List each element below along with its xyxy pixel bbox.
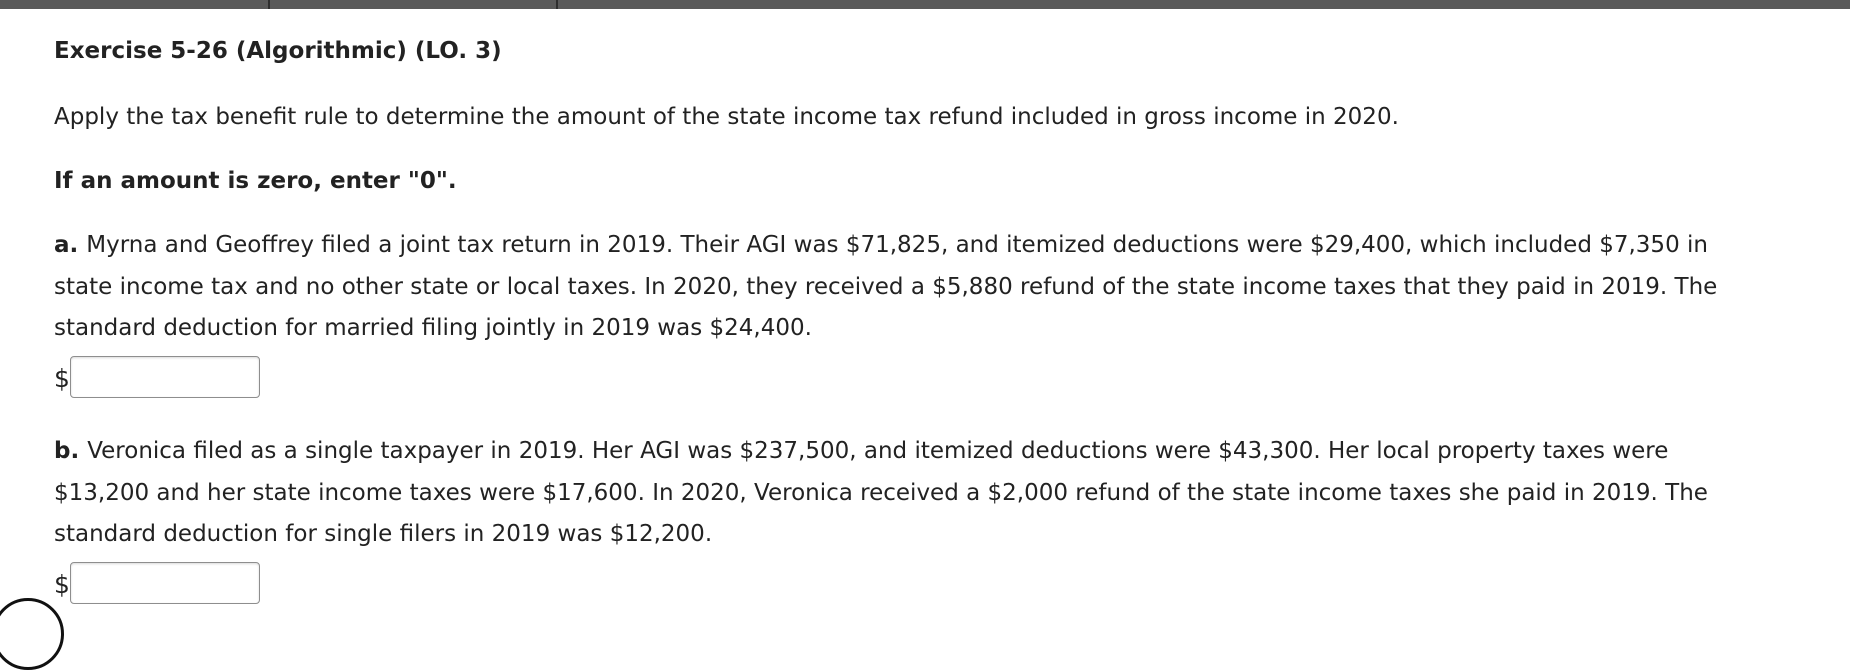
question-a-letter: a. <box>54 232 79 258</box>
question-a <box>54 225 1770 350</box>
exercise-instructions: Apply the tax benefit rule to determine the amount of the state income tax refund included in gross income in 2020. <box>54 104 1399 130</box>
answer-a-input[interactable] <box>70 356 260 398</box>
question-b <box>54 431 1770 556</box>
question-a-text: Myrna and Geoffrey filed a joint tax return in 2019. Their AGI was $71,825, and itemized deductions were $29,400, which included $7,350 in state income tax and no other state or local taxes. In 2020, they received a $5,880 refund of the state income taxes that they paid in 2019. The standard deduction for married filing jointly in 2019 was $24,400. <box>54 232 1718 341</box>
top-toolbar-strip <box>0 0 1850 9</box>
question-b-letter: b. <box>54 438 80 464</box>
circle-icon <box>0 598 64 670</box>
answer-b-input[interactable] <box>70 562 260 604</box>
question-b-text: Veronica filed as a single taxpayer in 2019. Her AGI was $237,500, and itemized deductions were $43,300. Her local property taxes were $13,200 and her state income taxes were $17,600. In 2020, Veronica received a $2,000 refund of the state income taxes she paid in 2019. The standard deduction for single filers in 2019 was $12,200. <box>54 438 1708 547</box>
toolbar-divider <box>268 0 270 9</box>
zero-entry-note: If an amount is zero, enter "0". <box>54 168 457 194</box>
dollar-sign-label: $ <box>54 364 70 393</box>
dollar-sign-label: $ <box>54 570 70 599</box>
toolbar-divider <box>556 0 558 9</box>
exercise-title: Exercise 5-26 (Algorithmic) (LO. 3) <box>54 38 502 64</box>
